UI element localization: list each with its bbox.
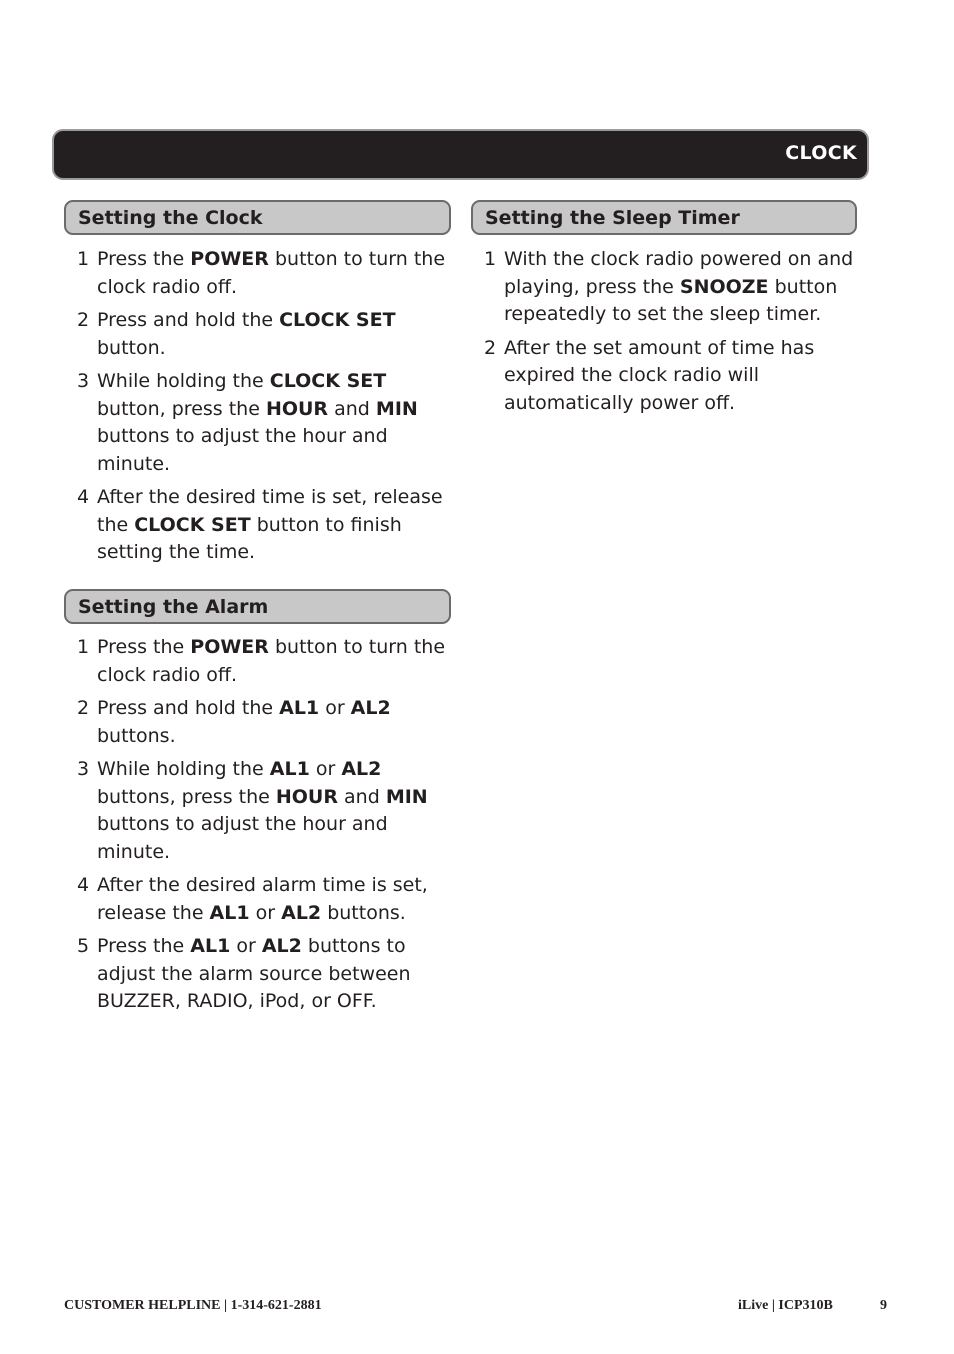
clock-section-heading: [64, 200, 451, 235]
al2-button-ref: AL2: [341, 758, 382, 780]
alarm-section-title: Setting the Alarm: [78, 596, 269, 618]
power-button-ref: POWER: [190, 636, 269, 658]
min-button-ref: MIN: [375, 397, 418, 420]
min-button-ref: MIN: [385, 785, 428, 808]
clock-set-button-ref: CLOCK SET: [269, 370, 387, 392]
al1-button-ref: AL1: [209, 901, 250, 924]
clock-set-button-ref: CLOCK SET: [134, 513, 251, 536]
al1-button-ref: AL1: [190, 935, 231, 957]
sleep-timer-steps-list: [471, 246, 866, 423]
alarm-step-5: 5 Press the AL1 or AL2 buttons to adjust the alarm source between BUZZER, RADIO, iPod, or OFF.: [77, 935, 411, 1012]
alarm-step-1: 1 Press the POWER button to turn the clock radio off.: [77, 636, 446, 686]
power-button-ref: POWER: [190, 248, 269, 270]
alarm-step-4: 4 After the desired alarm time is set, release the AL1 or AL2 buttons.: [77, 874, 428, 924]
footer-helpline: CUSTOMER HELPLINE | 1-314-621-2881: [64, 1298, 322, 1313]
page-number: 9: [880, 1298, 887, 1313]
section-header-title: CLOCK: [785, 142, 857, 164]
alarm-step-2: 2 Press and hold the AL1 or AL2 buttons.: [77, 697, 391, 747]
hour-button-ref: HOUR: [265, 397, 329, 420]
clock-set-button-ref: CLOCK SET: [279, 309, 396, 331]
clock-step-3: 3 While holding the CLOCK SET button, press the HOUR and MIN buttons to adjust the hour and minute.: [77, 370, 418, 475]
al1-button-ref: AL1: [269, 758, 310, 780]
clock-step-1: 1 Press the POWER button to turn the clock radio off.: [77, 248, 446, 298]
alarm-section-heading: [64, 589, 451, 624]
clock-step-4: 4 After the desired time is set, release the CLOCK SET button to finish setting the time.: [77, 486, 443, 563]
sleep-timer-section-heading: [471, 200, 857, 235]
alarm-step-3: 3 While holding the AL1 or AL2 buttons, press the HOUR and MIN buttons to adjust the hour and minute.: [77, 758, 428, 863]
al1-button-ref: AL1: [279, 697, 320, 719]
footer-brand-model: iLive | ICP310B: [738, 1298, 833, 1313]
sleep-timer-section-title: Setting the Sleep Timer: [485, 207, 740, 229]
clock-step-2: 2 Press and hold the CLOCK SET button.: [77, 309, 396, 359]
clock-steps-list: [64, 246, 459, 573]
al2-button-ref: AL2: [261, 935, 302, 957]
al2-button-ref: AL2: [350, 697, 391, 719]
section-header-bar: [52, 129, 869, 180]
snooze-button-ref: SNOOZE: [679, 275, 769, 298]
hour-button-ref: HOUR: [275, 785, 338, 808]
alarm-steps-list: [64, 634, 459, 1022]
al2-button-ref: AL2: [281, 901, 322, 924]
clock-section-title: Setting the Clock: [78, 207, 263, 229]
sleep-timer-step-2: 2 After the set amount of time has expired the clock radio will automatically power off.: [484, 336, 815, 414]
sleep-timer-step-1: 1 With the clock radio powered on and playing, press the SNOOZE button repeatedly to set the sleep timer.: [484, 248, 854, 325]
